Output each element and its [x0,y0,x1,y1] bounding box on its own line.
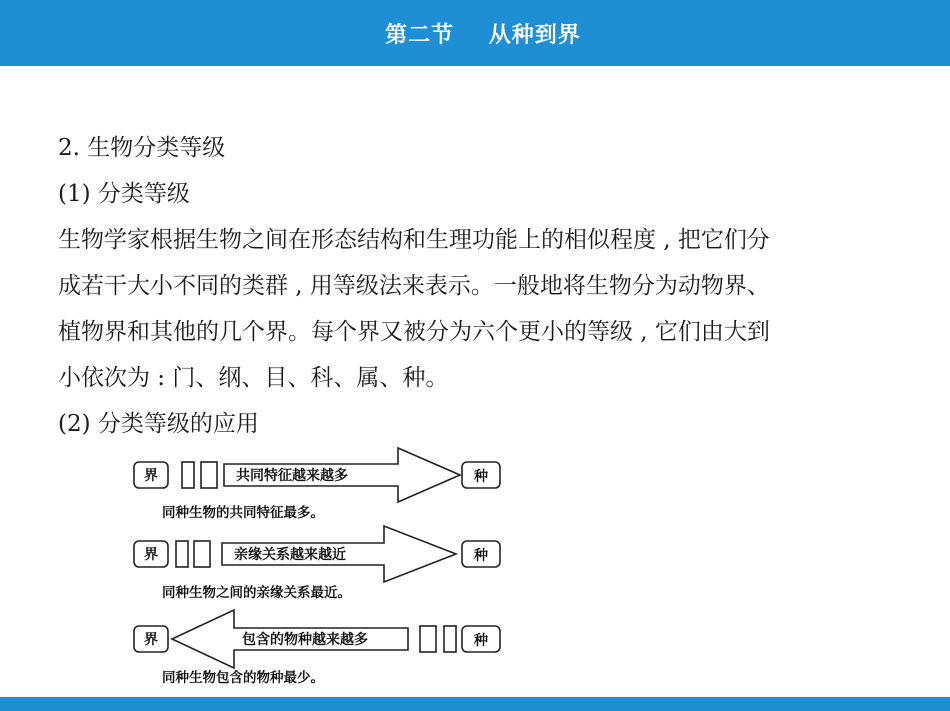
paragraph-line: 小依次为 : 门、纲、目、科、属、种。 [58,365,449,391]
rank-box [420,626,436,652]
rank-box [201,462,217,488]
label-species: 种 [474,548,488,564]
section-heading: 2. 生物分类等级 [58,135,226,161]
rank-box [182,462,194,488]
arrow-text: 亲缘关系越来越近 [234,547,346,563]
diagram-caption: 同种生物包含的物种最少。 [162,670,324,686]
rank-box [444,626,456,652]
paragraph-line: 生物学家根据生物之间在形态结构和生理功能上的相似程度 , 把它们分 [58,227,770,253]
rank-box [176,541,188,567]
page-title: 第二节 从种到界 [385,22,581,48]
content-body [58,125,888,447]
diagram-svg [128,444,508,689]
rank-box [194,541,210,567]
header-bar [0,0,950,66]
arrow-text: 共同特征越来越多 [236,468,348,484]
diagram-caption: 同种生物的共同特征最多。 [162,505,324,521]
classification-diagram [128,444,508,689]
footer-bar [0,697,950,711]
subsection-heading-1: (1) 分类等级 [58,181,190,207]
paragraph-line: 成若干大小不同的类群 , 用等级法来表示。一般地将生物分为动物界、 [58,273,770,299]
paragraph-line: 植物界和其他的几个界。每个界又被分为六个更小的等级 , 它们由大到 [58,319,770,345]
diagram-caption: 同种生物之间的亲缘关系最近。 [162,585,351,601]
label-species: 种 [474,633,488,649]
label-kingdom: 界 [144,468,158,484]
subsection-heading-2: (2) 分类等级的应用 [58,411,259,437]
label-kingdom: 界 [144,632,158,648]
label-species: 种 [474,469,488,485]
label-kingdom: 界 [144,547,158,563]
arrow-text: 包含的物种越来越多 [242,632,368,648]
